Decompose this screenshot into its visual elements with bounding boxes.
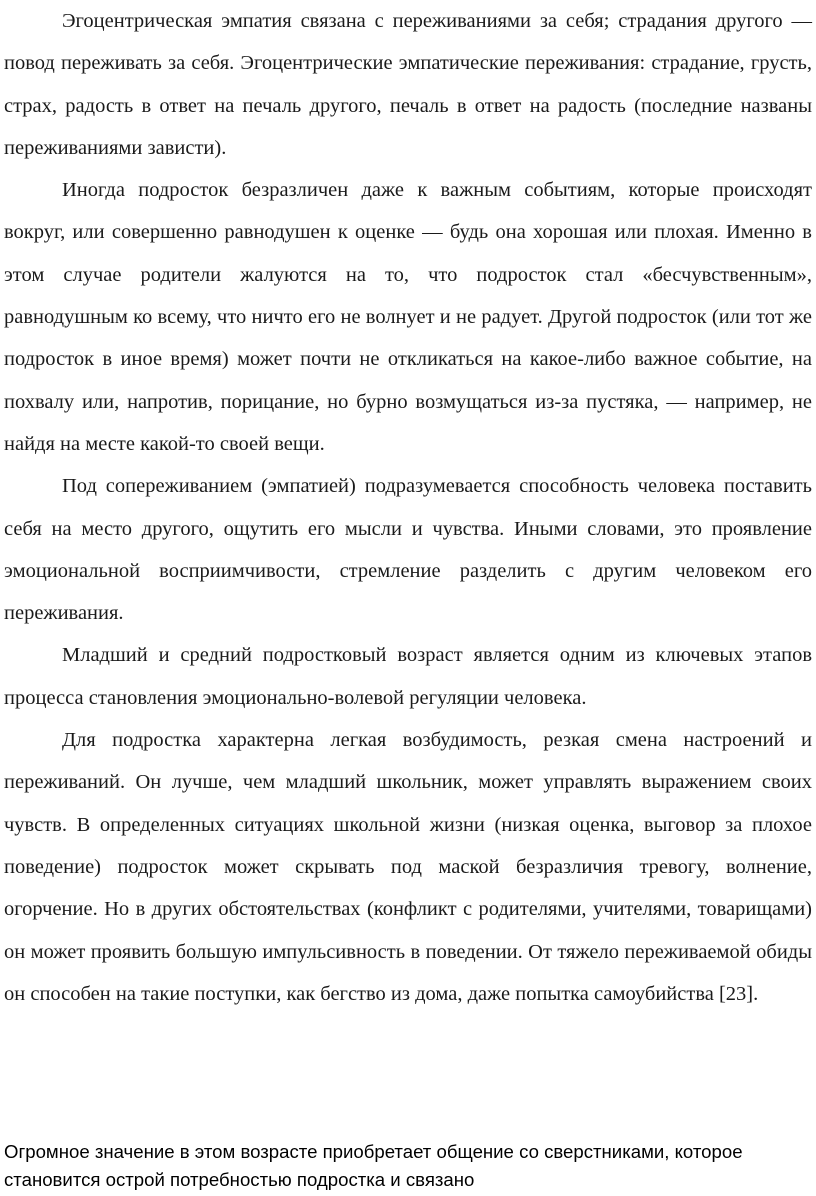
document-body — [4, 0, 812, 1015]
paragraph-indifference: Иногда подросток безразличен даже к важным событиям, которые происходят вокруг, или совершенно равнодушен к оценке — будь она хорошая или плохая. Именно в этом случае родители жалуются на то, что подросток стал «бесчувственным», равнодушным ко всему, что ничто его не волнует и не радует. Другой подросток (или тот же подросток в иное время) может почти не откликаться на какое-либо важное событие, на похвалу или, напротив, порицание, но бурно возмущаться из-за пустяка, — например, не найдя на месте какой-то своей вещи. — [4, 179, 812, 455]
paragraph-egocentric-empathy: Эгоцентрическая эмпатия связана с переживаниями за себя; страдания другого — повод переживать за себя. Эгоцентрические эмпатические переживания: страдание, грусть, страх, радость в ответ на печаль другого, печаль в ответ на радость (последние названы переживаниями зависти). — [4, 10, 812, 159]
paragraph-peer-communication: Огромное значение в этом возрасте приобретает общение со сверстниками, которое становится острой потребностью подростка и связано — [4, 1141, 743, 1190]
paragraph-excitability: Для подростка характерна легкая возбудимость, резкая смена настроений и переживаний. Он лучше, чем младший школьник, может управлять выражением своих чувств. В определенных ситуациях школьной жизни (низкая оценка, выговор за плохое поведение) подросток может скрывать под маской безразличия тревогу, волнение, огорчение. Но в других обстоятельствах (конфликт с родителями, учителями, товарищами) он может проявить большую импульсивность в поведении. От тяжело переживаемой обиды он способен на такие поступки, как бегство из дома, даже попытка самоубийства [23]. — [4, 729, 812, 1005]
paragraph-empathy-definition: Под сопереживанием (эмпатией) подразумевается способность человека поставить себя на место другого, ощутить его мысли и чувства. Иными словами, это проявление эмоциональной восприимчивости, стремление разделить с другим человеком его переживания. — [4, 475, 812, 625]
paragraph-adolescent-age: Младший и средний подростковый возраст является одним из ключевых этапов процесса становления эмоционально-волевой регуляции человека. — [4, 644, 812, 709]
